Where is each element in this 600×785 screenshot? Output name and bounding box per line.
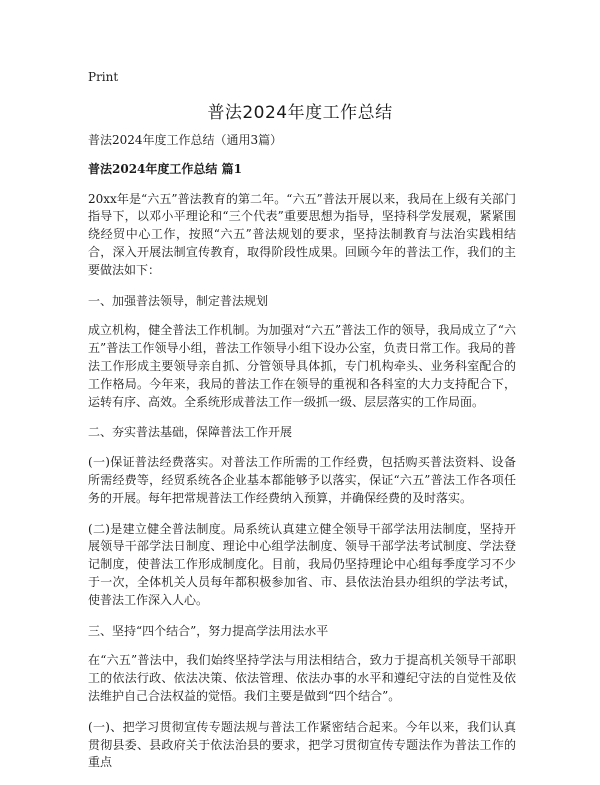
page-title: 普法2024年度工作总结 [207, 103, 393, 123]
section-2-paragraph-1: (一)保证普法经费落实。对普法工作所需的工作经费，包括购买普法资料、设备所需经费等，经贸系统各企业基本都能够予以落实，保证“六五”普法工作各项任务的开展。每年把常规普法工作经费纳入预算，并确保经费的及时落实。 [88, 455, 516, 505]
document-subtitle: 普法2024年度工作总结（通用3篇） [88, 133, 283, 147]
section-3-paragraph-1: 在“六五”普法中，我们始终坚持学法与用法相结合，致力于提高机关领导干部职工的依法行政、依法决策、依法管理、依法办事的水平和遵纪守法的自觉性及依法维护自己合法权益的觉悟。我们主要是做到“四个结合”。 [88, 653, 516, 703]
section-3-title: 三、坚持“四个结合”，努力提高学法用法水平 [88, 623, 329, 638]
section-2-paragraph-2: (二)是建立健全普法制度。局系统认真建立健全领导干部学法用法制度，坚持开展领导干部学法日制度、理论中心组学法制度、领导干部学法考试制度、学法登记制度，使普法工作形成制度化。目前，我局仍坚持理论中心组每季度学习不少于一次，全体机关人员每年都积极参加省、市、县依法治县办组织的学法考试，使普法工作深入人心。 [88, 521, 516, 607]
document-body [88, 132, 516, 785]
section-3-paragraph-2: (一)、把学习贯彻宣传专题法规与普法工作紧密结合起来。今年以来，我们认真贯彻县委、县政府关于依法治县的要求，把学习贯彻宣传专题法作为普法工作的重点 [88, 719, 516, 770]
section-1-paragraph: 成立机构，健全普法工作机制。为加强对“六五”普法工作的领导，我局成立了“六五”普法工作领导小组，普法工作领导小组下设办公室，负责日常工作。我局的普法工作形成主要领导亲自抓、分管领导具体抓，专门机构牵头、业务科室配合的工作格局。今年来，我局的普法工作在领导的重视和各科室的大力支持配合下，运转有序、高效。全系统形成普法工作一级抓一级、层层落实的工作局面。 [88, 323, 516, 409]
section-1-title: 一、加强普法领导，制定普法规划 [88, 293, 269, 308]
print-link[interactable]: Print [88, 70, 119, 84]
article-heading: 普法2024年度工作总结 篇1 [88, 161, 242, 176]
section-2-title: 二、夯实普法基础，保障普法工作开展 [88, 425, 293, 440]
intro-paragraph: 20xx年是“六五”普法教育的第二年。“六五”普法开展以来，我局在上级有关部门指导下，以邓小平理论和“三个代表”重要思想为指导，坚持科学发展观，紧紧围绕经贸中心工作，按照“六五”普法规划的要求，坚持法制教育与法治实践相结合，深入开展法制宣传教育，取得阶段性成果。回顾今年的普法工作，我们的主要做法如下： [88, 191, 516, 277]
